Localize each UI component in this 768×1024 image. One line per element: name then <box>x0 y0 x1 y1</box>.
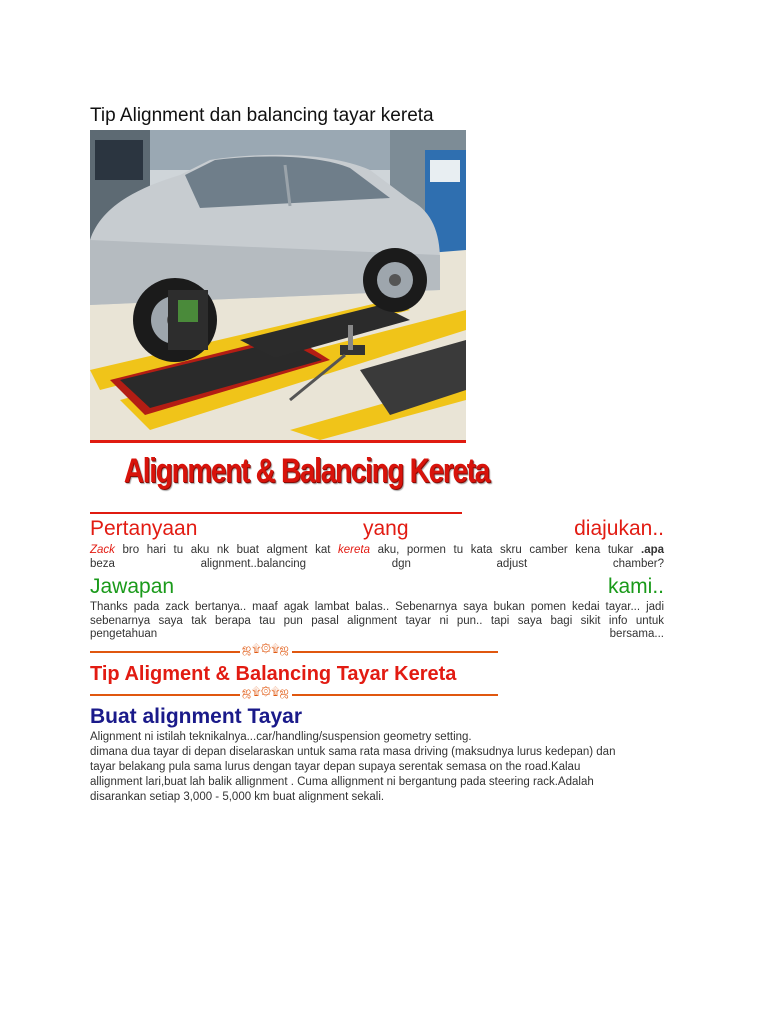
alignment-text: Alignment ni istilah teknikalnya...car/handling/suspension geometry setting. dimana dua tayar di depan diselaraskan untuk sama rata masa driving (maksudnya lurus kedepan) dan tayar belakang pula sama lurus dengan tayar depan supaya serentak semasa on the road.Kalau allignment lari,buat lah balik allignment . Cuma allignment ni bergantung pada steering rack.Adalah disarankan setiap 3,000 - 5,000 km buat alignment sekali. <box>90 731 616 803</box>
ornament-glyphs: ஜ۩۞۩ஜ <box>242 643 290 655</box>
question-heading-word: diajukan.. <box>574 517 664 540</box>
red-divider <box>90 512 462 514</box>
question-heading <box>90 517 664 541</box>
car-link-text: kereta <box>338 544 370 556</box>
section-title: Tip Aligment & Balancing Tayar Kereta <box>90 663 457 685</box>
banner <box>90 444 490 512</box>
ornament-divider <box>90 645 498 659</box>
question-heading-word: Pertanyaan <box>90 517 198 540</box>
banner-text: Alignment & Balancing Kereta <box>123 452 490 490</box>
answer-heading-word: kami.. <box>607 575 664 598</box>
alignment-title: Buat alignment Tayar <box>90 705 302 728</box>
question-text: Zack bro hari tu aku nk buat algment kat kereta aku, pormen tu kata skru camber kena tukar .apa beza alignment..balancing dgn adjust chamber? <box>90 544 665 570</box>
car-alignment-illustration <box>90 130 466 440</box>
car-alignment-photo <box>90 130 466 440</box>
ornament-glyphs: ஜ۩۞۩ஜ <box>242 686 290 698</box>
document-title: Tip Alignment dan balancing tayar kereta <box>90 105 434 126</box>
question-heading-word: yang <box>362 517 409 540</box>
answer-text: Thanks pada zack bertanya.. maaf agak lambat balas.. Sebenarnya saya bukan pomen kedai tayar... jadi sebenarnya saya tak berapa tau pun pasal alignment tayar ni pun.. tapi saya bagi sikit info untuk pengetahuan bersama... <box>90 601 664 640</box>
ornament-divider <box>90 688 498 702</box>
answer-heading-word: Jawapan <box>90 575 175 598</box>
asker-name: Zack <box>90 544 115 556</box>
answer-heading <box>90 575 664 599</box>
red-divider <box>90 440 466 443</box>
